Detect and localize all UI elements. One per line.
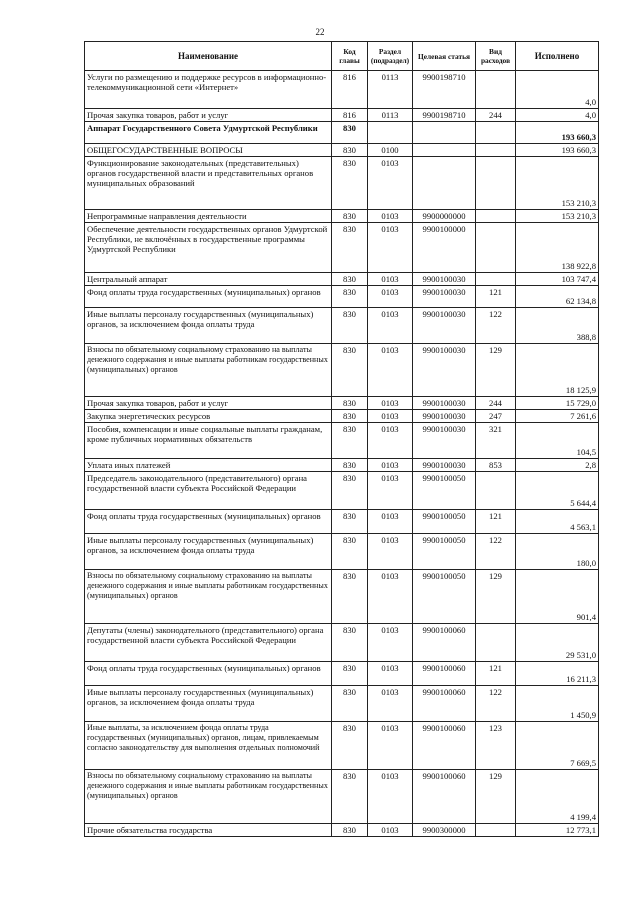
cell-code: 830 <box>332 570 368 624</box>
table-row <box>85 71 599 109</box>
cell-executed: 193 660,3 <box>516 122 599 144</box>
cell-code: 830 <box>332 662 368 686</box>
cell-name: Депутаты (члены) законодательного (представительного) органа государственной власти субъекта Российской Федерации <box>85 624 332 662</box>
table-row <box>85 686 599 722</box>
cell-code: 830 <box>332 534 368 570</box>
cell-type: 244 <box>476 109 516 122</box>
cell-name: Взносы по обязательному социальному страхованию на выплаты денежного содержания и иные выплаты работникам государственных (муниципальных) органов <box>85 570 332 624</box>
cell-type <box>476 472 516 510</box>
cell-executed: 4 199,4 <box>516 770 599 824</box>
cell-name: Непрограммные направления деятельности <box>85 210 332 223</box>
cell-type: 121 <box>476 510 516 534</box>
cell-executed: 104,5 <box>516 423 599 459</box>
header-code: Код главы <box>332 42 368 71</box>
cell-name: Фонд оплаты труда государственных (муниципальных) органов <box>85 662 332 686</box>
cell-code: 816 <box>332 71 368 109</box>
cell-type: 122 <box>476 308 516 344</box>
cell-type: 853 <box>476 459 516 472</box>
header-type: Вид расходов <box>476 42 516 71</box>
cell-code: 830 <box>332 472 368 510</box>
cell-executed: 29 531,0 <box>516 624 599 662</box>
cell-target: 9900100030 <box>413 410 476 423</box>
cell-name: Прочая закупка товаров, работ и услуг <box>85 109 332 122</box>
cell-section: 0103 <box>368 770 413 824</box>
cell-section: 0113 <box>368 71 413 109</box>
cell-code: 830 <box>332 122 368 144</box>
cell-code: 830 <box>332 459 368 472</box>
cell-type: 129 <box>476 570 516 624</box>
cell-executed: 103 747,4 <box>516 273 599 286</box>
cell-section: 0103 <box>368 534 413 570</box>
table-row <box>85 472 599 510</box>
cell-target: 9900100060 <box>413 722 476 770</box>
cell-code: 830 <box>332 686 368 722</box>
header-executed: Исполнено <box>516 42 599 71</box>
cell-name: Иные выплаты персоналу государственных (муниципальных) органов, за исключением фонда оплаты труда <box>85 686 332 722</box>
cell-executed: 901,4 <box>516 570 599 624</box>
cell-code: 830 <box>332 423 368 459</box>
cell-executed: 180,0 <box>516 534 599 570</box>
cell-name: Прочие обязательства государства <box>85 824 332 837</box>
cell-type: 122 <box>476 686 516 722</box>
cell-executed: 16 211,3 <box>516 662 599 686</box>
cell-executed: 4,0 <box>516 71 599 109</box>
table-row <box>85 662 599 686</box>
cell-target: 9900100000 <box>413 223 476 273</box>
cell-section: 0103 <box>368 472 413 510</box>
cell-type <box>476 624 516 662</box>
cell-type: 129 <box>476 344 516 397</box>
cell-target: 9900000000 <box>413 210 476 223</box>
cell-target: 9900100060 <box>413 770 476 824</box>
cell-name: Прочая закупка товаров, работ и услуг <box>85 397 332 410</box>
cell-code: 830 <box>332 223 368 273</box>
cell-code: 830 <box>332 308 368 344</box>
cell-section: 0103 <box>368 824 413 837</box>
cell-code: 830 <box>332 824 368 837</box>
cell-name: Взносы по обязательному социальному страхованию на выплаты денежного содержания и иные выплаты работникам государственных (муниципальных) органов <box>85 344 332 397</box>
cell-target: 9900100030 <box>413 397 476 410</box>
cell-executed: 7 669,5 <box>516 722 599 770</box>
cell-executed: 4 563,1 <box>516 510 599 534</box>
cell-name: Обеспечение деятельности государственных органов Удмуртской Республики, не включённых в государственные программы Удмуртской Республики <box>85 223 332 273</box>
cell-name: Взносы по обязательному социальному страхованию на выплаты денежного содержания и иные выплаты работникам государственных (муниципальных) органов <box>85 770 332 824</box>
cell-type: 123 <box>476 722 516 770</box>
table-row <box>85 459 599 472</box>
cell-target: 9900100050 <box>413 510 476 534</box>
cell-code: 830 <box>332 510 368 534</box>
cell-executed: 15 729,0 <box>516 397 599 410</box>
cell-code: 830 <box>332 770 368 824</box>
table-row <box>85 122 599 144</box>
cell-section: 0113 <box>368 109 413 122</box>
table-row <box>85 410 599 423</box>
cell-section: 0103 <box>368 157 413 210</box>
header-name: Наименование <box>85 42 332 71</box>
budget-table <box>84 41 599 837</box>
cell-code: 830 <box>332 157 368 210</box>
cell-name: Фонд оплаты труда государственных (муниципальных) органов <box>85 286 332 308</box>
cell-section: 0103 <box>368 624 413 662</box>
table-row <box>85 223 599 273</box>
cell-executed: 7 261,6 <box>516 410 599 423</box>
cell-type <box>476 223 516 273</box>
table-row <box>85 344 599 397</box>
cell-section: 0103 <box>368 662 413 686</box>
cell-code: 816 <box>332 109 368 122</box>
page-number: 22 <box>315 27 325 37</box>
cell-executed: 2,8 <box>516 459 599 472</box>
cell-target: 9900100030 <box>413 423 476 459</box>
cell-target: 9900100050 <box>413 534 476 570</box>
cell-code: 830 <box>332 722 368 770</box>
cell-section: 0100 <box>368 144 413 157</box>
cell-section <box>368 122 413 144</box>
cell-section: 0103 <box>368 273 413 286</box>
table-row <box>85 144 599 157</box>
cell-target: 9900100060 <box>413 662 476 686</box>
table-body <box>85 71 599 837</box>
cell-executed: 12 773,1 <box>516 824 599 837</box>
header-section: Раздел (подраздел) <box>368 42 413 71</box>
cell-section: 0103 <box>368 722 413 770</box>
cell-type <box>476 210 516 223</box>
cell-target: 9900100030 <box>413 459 476 472</box>
cell-section: 0103 <box>368 223 413 273</box>
cell-name: Пособия, компенсации и иные социальные выплаты гражданам, кроме публичных нормативных обязательств <box>85 423 332 459</box>
cell-type: 247 <box>476 410 516 423</box>
table-row <box>85 510 599 534</box>
cell-type: 321 <box>476 423 516 459</box>
cell-executed: 388,8 <box>516 308 599 344</box>
table-row <box>85 722 599 770</box>
cell-section: 0103 <box>368 286 413 308</box>
cell-code: 830 <box>332 286 368 308</box>
table-row <box>85 824 599 837</box>
cell-type: 122 <box>476 534 516 570</box>
cell-section: 0103 <box>368 423 413 459</box>
cell-name: Функционирование законодательных (представительных) органов государственной власти и представительных органов муниципальных образований <box>85 157 332 210</box>
cell-type: 244 <box>476 397 516 410</box>
cell-section: 0103 <box>368 308 413 344</box>
header-target: Целевая статья <box>413 42 476 71</box>
cell-target: 9900100030 <box>413 286 476 308</box>
cell-name: Иные выплаты персоналу государственных (муниципальных) органов, за исключением фонда оплаты труда <box>85 308 332 344</box>
cell-type <box>476 144 516 157</box>
cell-executed: 153 210,3 <box>516 210 599 223</box>
cell-name: Центральный аппарат <box>85 273 332 286</box>
cell-target: 9900100050 <box>413 570 476 624</box>
table-row <box>85 534 599 570</box>
table-row <box>85 308 599 344</box>
cell-target <box>413 157 476 210</box>
cell-section: 0103 <box>368 344 413 397</box>
cell-section: 0103 <box>368 459 413 472</box>
cell-target: 9900198710 <box>413 109 476 122</box>
cell-executed: 4,0 <box>516 109 599 122</box>
cell-type <box>476 71 516 109</box>
cell-section: 0103 <box>368 397 413 410</box>
cell-section: 0103 <box>368 510 413 534</box>
cell-type: 129 <box>476 770 516 824</box>
cell-section: 0103 <box>368 410 413 423</box>
cell-code: 830 <box>332 210 368 223</box>
cell-name: Аппарат Государственного Совета Удмуртской Республики <box>85 122 332 144</box>
cell-name: Фонд оплаты труда государственных (муниципальных) органов <box>85 510 332 534</box>
cell-type <box>476 157 516 210</box>
cell-type <box>476 273 516 286</box>
cell-name: Закупка энергетических ресурсов <box>85 410 332 423</box>
table-row <box>85 109 599 122</box>
table-row <box>85 570 599 624</box>
cell-code: 830 <box>332 144 368 157</box>
cell-executed: 18 125,9 <box>516 344 599 397</box>
cell-code: 830 <box>332 273 368 286</box>
cell-type: 121 <box>476 286 516 308</box>
cell-target: 9900100060 <box>413 624 476 662</box>
cell-code: 830 <box>332 624 368 662</box>
cell-name: Председатель законодательного (представительного) органа государственной власти субъекта Российской Федерации <box>85 472 332 510</box>
cell-target: 9900100030 <box>413 308 476 344</box>
cell-code: 830 <box>332 410 368 423</box>
table-header-row <box>85 42 599 71</box>
cell-target <box>413 144 476 157</box>
cell-target: 9900100030 <box>413 273 476 286</box>
cell-type <box>476 122 516 144</box>
cell-code: 830 <box>332 344 368 397</box>
table-row <box>85 397 599 410</box>
cell-section: 0103 <box>368 210 413 223</box>
table-row <box>85 210 599 223</box>
cell-executed: 62 134,8 <box>516 286 599 308</box>
cell-executed: 1 450,9 <box>516 686 599 722</box>
cell-target: 9900100030 <box>413 344 476 397</box>
table-row <box>85 423 599 459</box>
cell-executed: 193 660,3 <box>516 144 599 157</box>
cell-target: 9900100050 <box>413 472 476 510</box>
table-row <box>85 624 599 662</box>
cell-section: 0103 <box>368 686 413 722</box>
cell-target <box>413 122 476 144</box>
cell-name: Услуги по размещению и поддержке ресурсов в информационно-телекоммуникационной сети «Интернет» <box>85 71 332 109</box>
cell-target: 9900198710 <box>413 71 476 109</box>
cell-code: 830 <box>332 397 368 410</box>
cell-name: ОБЩЕГОСУДАРСТВЕННЫЕ ВОПРОСЫ <box>85 144 332 157</box>
cell-target: 9900300000 <box>413 824 476 837</box>
cell-executed: 138 922,8 <box>516 223 599 273</box>
table-row <box>85 770 599 824</box>
cell-target: 9900100060 <box>413 686 476 722</box>
table-row <box>85 286 599 308</box>
cell-name: Уплата иных платежей <box>85 459 332 472</box>
cell-executed: 5 644,4 <box>516 472 599 510</box>
cell-executed: 153 210,3 <box>516 157 599 210</box>
table-row <box>85 273 599 286</box>
cell-type <box>476 824 516 837</box>
cell-type: 121 <box>476 662 516 686</box>
cell-name: Иные выплаты персоналу государственных (муниципальных) органов, за исключением фонда оплаты труда <box>85 534 332 570</box>
cell-name: Иные выплаты, за исключением фонда оплаты труда государственных (муниципальных) органов, лицам, привлекаемым согласно законодательству для выполнения отдельных полномочий <box>85 722 332 770</box>
cell-section: 0103 <box>368 570 413 624</box>
table-row <box>85 157 599 210</box>
